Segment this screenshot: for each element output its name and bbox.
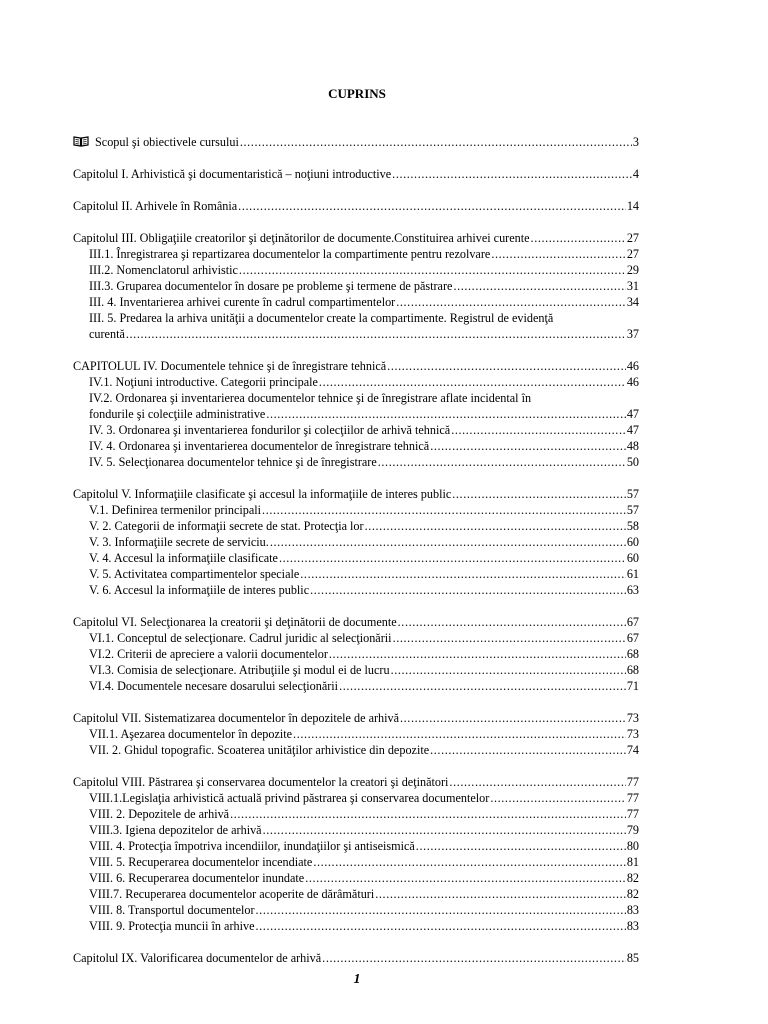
dot-leader bbox=[531, 230, 626, 246]
toc-entry-text: Capitolul V. Informaţiile clasificate şi accesul la informaţiile de interes public bbox=[73, 487, 452, 501]
toc-entry-text: V. 2. Categorii de informaţii secrete de stat. Protecţia lor bbox=[89, 519, 364, 533]
toc-entry-page: 47 bbox=[626, 423, 639, 437]
dot-leader bbox=[322, 950, 626, 966]
toc-entry-text: III.1. Înregistrarea şi repartizarea documentelor la compartimente pentru rezolvare bbox=[89, 247, 491, 261]
dot-leader bbox=[452, 486, 626, 502]
toc-entry-chapter-3[interactable] bbox=[73, 230, 639, 246]
toc-subentry[interactable] bbox=[73, 646, 639, 662]
dot-leader bbox=[416, 838, 626, 854]
toc-entry-chapter-4[interactable] bbox=[73, 358, 639, 374]
toc-subentry[interactable] bbox=[73, 870, 639, 886]
toc-entry-text: III.2. Nomenclatorul arhivistic bbox=[89, 263, 238, 277]
toc-entry-text: Capitolul III. Obligaţiile creatorilor şi deţinătorilor de documente.Constituirea arhivei curente bbox=[73, 231, 530, 245]
toc-subentry[interactable] bbox=[73, 374, 639, 390]
toc-entry-text: Capitolul VII. Sistematizarea documentelor în depozitele de arhivă bbox=[73, 711, 400, 725]
toc-entry-page: 61 bbox=[626, 567, 639, 581]
toc-subentry[interactable] bbox=[73, 902, 639, 918]
page-title: CUPRINS bbox=[328, 86, 386, 101]
toc-entry-text: VII.1. Aşezarea documentelor în depozite bbox=[89, 727, 293, 741]
toc-entry-page: 14 bbox=[626, 199, 639, 213]
toc-subentry[interactable] bbox=[73, 630, 639, 646]
toc-entry-page: 48 bbox=[626, 439, 639, 453]
dot-leader bbox=[453, 278, 625, 294]
toc-entry-page: 67 bbox=[626, 615, 639, 629]
toc-subentry[interactable] bbox=[73, 838, 639, 854]
dot-leader bbox=[263, 822, 626, 838]
dot-leader bbox=[396, 294, 626, 310]
toc-entry-text: CAPITOLUL IV. Documentele tehnice şi de înregistrare tehnică bbox=[73, 359, 387, 373]
book-icon bbox=[73, 136, 89, 147]
toc-subentry[interactable] bbox=[73, 262, 639, 278]
toc-entry-page: 83 bbox=[626, 919, 639, 933]
toc-subentry[interactable] bbox=[73, 662, 639, 678]
toc-entry-page: 85 bbox=[626, 951, 639, 965]
toc-subentry[interactable] bbox=[73, 806, 639, 822]
toc-subentry[interactable] bbox=[73, 454, 639, 470]
dot-leader bbox=[491, 246, 626, 262]
toc-subentry[interactable] bbox=[73, 918, 639, 934]
toc-entry-text: VIII.7. Recuperarea documentelor acoperite de dărâmături bbox=[89, 887, 375, 901]
toc-subentry[interactable] bbox=[73, 726, 639, 742]
toc-entry-page: 82 bbox=[626, 871, 639, 885]
toc-subentry[interactable] bbox=[73, 742, 639, 758]
dot-leader bbox=[339, 678, 626, 694]
dot-leader bbox=[365, 518, 626, 534]
toc-entry-text: VI.3. Comisia de selecţionare. Atribuţiile şi modul ei de lucru bbox=[89, 663, 390, 677]
toc-entry-page: 60 bbox=[626, 551, 639, 565]
toc-entry-page: 74 bbox=[626, 743, 639, 757]
toc-entry-text: V. 4. Accesul la informaţiile clasificate bbox=[89, 551, 278, 565]
dot-leader bbox=[387, 358, 626, 374]
toc-entry-page: 27 bbox=[626, 247, 639, 261]
toc-entry-page: 68 bbox=[626, 647, 639, 661]
dot-leader bbox=[490, 790, 625, 806]
toc-entry-page: 31 bbox=[626, 279, 639, 293]
toc-subentry[interactable] bbox=[73, 326, 639, 342]
toc-entry-text: VIII. 9. Protecţia muncii în arhive bbox=[89, 919, 255, 933]
dot-leader bbox=[449, 774, 625, 790]
toc-entry-page: 50 bbox=[626, 455, 639, 469]
toc-entry-text: IV. 5. Selecţionarea documentelor tehnice şi de înregistrare bbox=[89, 455, 377, 469]
toc-entry-text: IV.1. Noţiuni introductive. Categorii principale bbox=[89, 375, 318, 389]
toc-entry-text-line1: IV.2. Ordonarea şi inventarierea documentelor tehnice şi de înregistrare aflate incidental în bbox=[89, 391, 532, 405]
toc-entry-page: 71 bbox=[626, 679, 639, 693]
toc-entry-page: 57 bbox=[626, 503, 639, 517]
toc-entry-text: VI.2. Criterii de apreciere a valorii documentelor bbox=[89, 647, 328, 661]
toc-subentry[interactable] bbox=[73, 790, 639, 806]
toc-entry-chapter-1[interactable] bbox=[73, 166, 639, 182]
toc-entry-page: 4 bbox=[632, 167, 639, 181]
dot-leader bbox=[329, 646, 626, 662]
toc-entry-page: 77 bbox=[626, 791, 639, 805]
dot-leader bbox=[305, 870, 626, 886]
toc-entry-text: III. 4. Inventarierea arhivei curente în cadrul compartimentelor bbox=[89, 295, 396, 309]
toc-entry-chapter-7[interactable] bbox=[73, 710, 639, 726]
toc-entry-text: fondurile şi colecţiile administrative bbox=[89, 407, 266, 421]
dot-leader bbox=[310, 582, 626, 598]
toc-subentry[interactable] bbox=[73, 822, 639, 838]
toc-entry-text: IV. 4. Ordonarea şi inventarierea documentelor de înregistrare tehnică bbox=[89, 439, 430, 453]
toc-entry-page: 29 bbox=[626, 263, 639, 277]
toc-entry-chapter-2[interactable] bbox=[73, 198, 639, 214]
toc-entry-text: VIII.3. Igiena depozitelor de arhivă bbox=[89, 823, 262, 837]
dot-leader bbox=[400, 710, 626, 726]
dot-leader bbox=[126, 326, 626, 342]
toc-entry-page: 81 bbox=[626, 855, 639, 869]
toc-entry-page: 58 bbox=[626, 519, 639, 533]
dot-leader bbox=[430, 742, 626, 758]
toc-entry-text: VIII. 8. Transportul documentelor bbox=[89, 903, 255, 917]
toc-entry-page: 73 bbox=[626, 727, 639, 741]
toc-entry-chapter-5[interactable] bbox=[73, 486, 639, 502]
toc-entry-text: Capitolul I. Arhivistică şi documentaristică – noţiuni introductive bbox=[73, 167, 392, 181]
toc-entry-page: 73 bbox=[626, 711, 639, 725]
toc-subentry[interactable] bbox=[73, 518, 639, 534]
toc-entry-page: 77 bbox=[626, 807, 639, 821]
dot-leader bbox=[375, 886, 626, 902]
toc-entry-text: V.1. Definirea termenilor principali bbox=[89, 503, 262, 517]
toc-entry-text: V. 3. Informaţiile secrete de serviciu. bbox=[89, 535, 269, 549]
toc-entry-page: 63 bbox=[626, 583, 639, 597]
toc-entry-page: 57 bbox=[626, 487, 639, 501]
dot-leader bbox=[300, 566, 626, 582]
toc-subentry[interactable] bbox=[73, 582, 639, 598]
dot-leader bbox=[392, 166, 632, 182]
table-of-contents bbox=[73, 134, 639, 966]
toc-entry-text-line1: III. 5. Predarea la arhiva unităţii a documentelor create la compartimente. Registrul de evidenţă bbox=[89, 311, 554, 325]
toc-entry-page: 79 bbox=[626, 823, 639, 837]
toc-entry-text: Capitolul II. Arhivele în România bbox=[73, 199, 238, 213]
toc-entry-text: VIII. 2. Depozitele de arhivă bbox=[89, 807, 230, 821]
toc-entry-page: 46 bbox=[626, 375, 639, 389]
toc-entry-page: 83 bbox=[626, 903, 639, 917]
toc-entry-page: 82 bbox=[626, 887, 639, 901]
dot-leader bbox=[262, 502, 626, 518]
toc-subentry[interactable] bbox=[73, 678, 639, 694]
dot-leader bbox=[313, 854, 625, 870]
toc-entry-text: VIII. 4. Protecţia împotriva incendiilor, inundaţiilor şi antiseismică bbox=[89, 839, 415, 853]
toc-entry-text: Capitolul VIII. Păstrarea şi conservarea documentelor la creatori şi deţinători bbox=[73, 775, 449, 789]
toc-entry-text: VIII. 6. Recuperarea documentelor inundate bbox=[89, 871, 305, 885]
toc-entry-text: Capitolul VI. Selecţionarea la creatorii şi deţinătorii de documente bbox=[73, 615, 397, 629]
toc-entry-text: VI.1. Conceptul de selecţionare. Cadrul juridic al selecţionării bbox=[89, 631, 392, 645]
dot-leader bbox=[319, 374, 626, 390]
dot-leader bbox=[238, 198, 626, 214]
toc-subentry[interactable] bbox=[73, 534, 639, 550]
dot-leader bbox=[256, 902, 626, 918]
dot-leader bbox=[230, 806, 626, 822]
toc-entry-page: 67 bbox=[626, 631, 639, 645]
toc-subentry[interactable] bbox=[73, 294, 639, 310]
toc-entry-page: 46 bbox=[626, 359, 639, 373]
toc-entry-text: IV. 3. Ordonarea şi inventarierea fondurilor şi colecţiilor de arhivă tehnică bbox=[89, 423, 451, 437]
toc-entry-text: curentă bbox=[89, 327, 125, 341]
toc-entry-page: 60 bbox=[626, 535, 639, 549]
toc-subentry[interactable] bbox=[73, 502, 639, 518]
toc-entry-page: 47 bbox=[626, 407, 639, 421]
toc-entry-text: Scopul şi obiectivele cursului bbox=[95, 135, 239, 149]
dot-leader bbox=[391, 662, 626, 678]
toc-entry-chapter-9[interactable] bbox=[73, 950, 639, 966]
toc-entry-page: 3 bbox=[632, 135, 639, 149]
toc-entry-text: VIII. 5. Recuperarea documentelor incendiate bbox=[89, 855, 313, 869]
toc-entry-chapter-6[interactable] bbox=[73, 614, 639, 630]
toc-subentry[interactable] bbox=[73, 406, 639, 422]
dot-leader bbox=[378, 454, 626, 470]
toc-subentry[interactable] bbox=[73, 278, 639, 294]
toc-entry-chapter-8[interactable] bbox=[73, 774, 639, 790]
dot-leader bbox=[451, 422, 626, 438]
dot-leader bbox=[279, 550, 626, 566]
dot-leader bbox=[256, 918, 626, 934]
toc-entry-page: 34 bbox=[626, 295, 639, 309]
toc-entry-page: 77 bbox=[626, 775, 639, 789]
dot-leader bbox=[239, 262, 626, 278]
toc-subentry[interactable] bbox=[73, 854, 639, 870]
toc-entry-page: 68 bbox=[626, 663, 639, 677]
toc-entry-text: VIII.1.Legislaţia arhivistică actuală privind păstrarea şi conservarea documentelor bbox=[89, 791, 490, 805]
toc-entry-text: VI.4. Documentele necesare dosarului selecţionării bbox=[89, 679, 339, 693]
toc-entry-page: 37 bbox=[626, 327, 639, 341]
toc-entry-page: 27 bbox=[626, 231, 639, 245]
dot-leader bbox=[240, 134, 632, 150]
dot-leader bbox=[393, 630, 626, 646]
toc-entry-text: III.3. Gruparea documentelor în dosare pe probleme şi termene de păstrare bbox=[89, 279, 453, 293]
toc-subentry[interactable] bbox=[73, 438, 639, 454]
toc-entry-page: 80 bbox=[626, 839, 639, 853]
toc-subentry[interactable] bbox=[73, 566, 639, 582]
toc-subentry[interactable] bbox=[73, 422, 639, 438]
page-number: 1 bbox=[353, 972, 361, 987]
toc-entry-text: V. 5. Activitatea compartimentelor speciale bbox=[89, 567, 300, 581]
toc-entry-text: V. 6. Accesul la informaţiile de interes public bbox=[89, 583, 310, 597]
toc-entry-text: Capitolul IX. Valorificarea documentelor de arhivă bbox=[73, 951, 322, 965]
toc-entry-text: VII. 2. Ghidul topografic. Scoaterea unităţilor arhivistice din depozite bbox=[89, 743, 430, 757]
dot-leader bbox=[293, 726, 626, 742]
dot-leader bbox=[430, 438, 626, 454]
toc-entry-scope[interactable] bbox=[73, 134, 639, 150]
dot-leader bbox=[398, 614, 626, 630]
toc-subentry[interactable] bbox=[73, 550, 639, 566]
dot-leader bbox=[270, 534, 626, 550]
toc-subentry[interactable] bbox=[73, 246, 639, 262]
toc-subentry[interactable] bbox=[73, 886, 639, 902]
dot-leader bbox=[266, 406, 625, 422]
